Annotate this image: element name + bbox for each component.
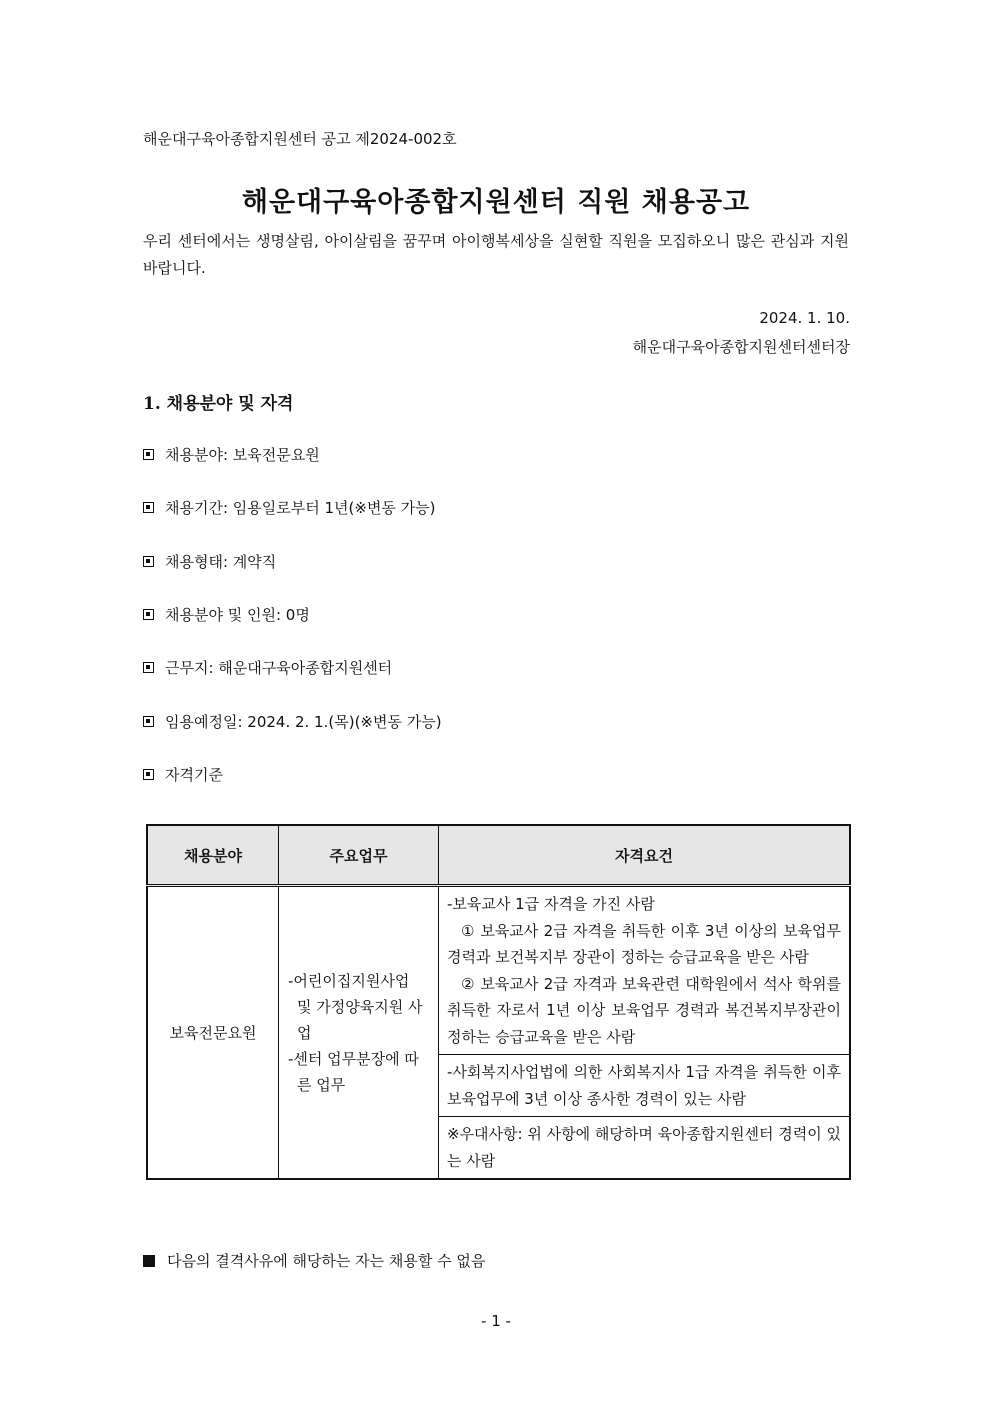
list-item: [143, 764, 223, 785]
qualification-cell: [439, 886, 851, 1055]
intro-paragraph: 우리 센터에서는 생명살림, 아이살림을 꿈꾸며 아이행복세상을 실현할 직원을 모집하오니 많은 관심과 지원 바랍니다.: [143, 232, 849, 277]
preference-cell: ※우대사항: 위 사항에 해당하며 육아종합지원센터 경력이 있는 사람: [439, 1117, 851, 1180]
qualification-table: [146, 824, 851, 1180]
list-item: [143, 497, 436, 518]
list-item: [143, 551, 276, 572]
qualification-sub: ② 보육교사 2급 자격과 보육관련 대학원에서 석사 학위를 취득한 자로서 1년 이상 보육업무 경력과 복건복지부장관이 정하는 승급교육을 받은 사람: [447, 974, 841, 1046]
header-duties: 주요업무: [279, 825, 439, 886]
list-item: [143, 604, 310, 625]
duties-cell: [279, 886, 439, 1180]
disqualification-note: [143, 1250, 485, 1271]
square-bullet-icon: [143, 556, 154, 567]
notice-number: 해운대구육아종합지원센터 공고 제2024-002호: [143, 130, 457, 148]
duty-item: -어린이집지원사업 및 가정양육지원 사업: [288, 971, 423, 1042]
square-bullet-icon: [143, 609, 154, 620]
list-item: [143, 711, 442, 732]
square-bullet-icon: [143, 449, 154, 460]
note-text: 다음의 결격사유에 해당하는 자는 채용할 수 없음: [167, 1252, 486, 1270]
list-item-text: 채용형태: 계약직: [165, 553, 277, 571]
qualification-cell: -사회복지사업법에 의한 사회복지사 1급 자격을 취득한 이후 보육업무에 3년 이상 종사한 경력이 있는 사람: [439, 1055, 851, 1117]
qualification-sub: ① 보육교사 2급 자격을 취득한 이후 3년 이상의 보육업무 경력과 보건복지부 장관이 정하는 승급교육을 받은 사람: [447, 921, 841, 966]
notice-date: 2024. 1. 10.: [759, 309, 850, 327]
list-item-text: 채용기간: 임용일로부터 1년(※변동 가능): [165, 499, 436, 517]
list-item: [143, 657, 392, 678]
table-header-row: [147, 825, 850, 886]
header-qualifications: 자격요건: [439, 825, 851, 886]
list-item-text: 임용예정일: 2024. 2. 1.(목)(※변동 가능): [165, 713, 442, 731]
list-item-text: 채용분야 및 인원: 0명: [165, 606, 310, 624]
square-bullet-icon: [143, 716, 154, 727]
table-row: [147, 886, 850, 1055]
qualification-title: -보육교사 1급 자격을 가진 사람: [447, 895, 655, 913]
square-bullet-icon: [143, 662, 154, 673]
square-bullet-icon: [143, 502, 154, 513]
field-cell: 보육전문요원: [147, 886, 279, 1180]
filled-square-bullet-icon: [143, 1255, 155, 1267]
list-item: [143, 444, 320, 465]
page-title: 해운대구육아종합지원센터 직원 채용공고: [241, 187, 751, 218]
header-field: 채용분야: [147, 825, 279, 886]
page-number: - 1 -: [481, 1312, 511, 1330]
issuer-name: 해운대구육아종합지원센터센터장: [632, 338, 850, 356]
square-bullet-icon: [143, 769, 154, 780]
list-item-text: 자격기준: [165, 766, 223, 784]
section-heading: 1. 채용분야 및 자격: [143, 394, 294, 414]
list-item-text: 채용분야: 보육전문요원: [165, 446, 320, 464]
list-item-text: 근무지: 해운대구육아종합지원센터: [165, 659, 393, 677]
duty-item: -센터 업무분장에 따른 업무: [288, 1049, 419, 1094]
